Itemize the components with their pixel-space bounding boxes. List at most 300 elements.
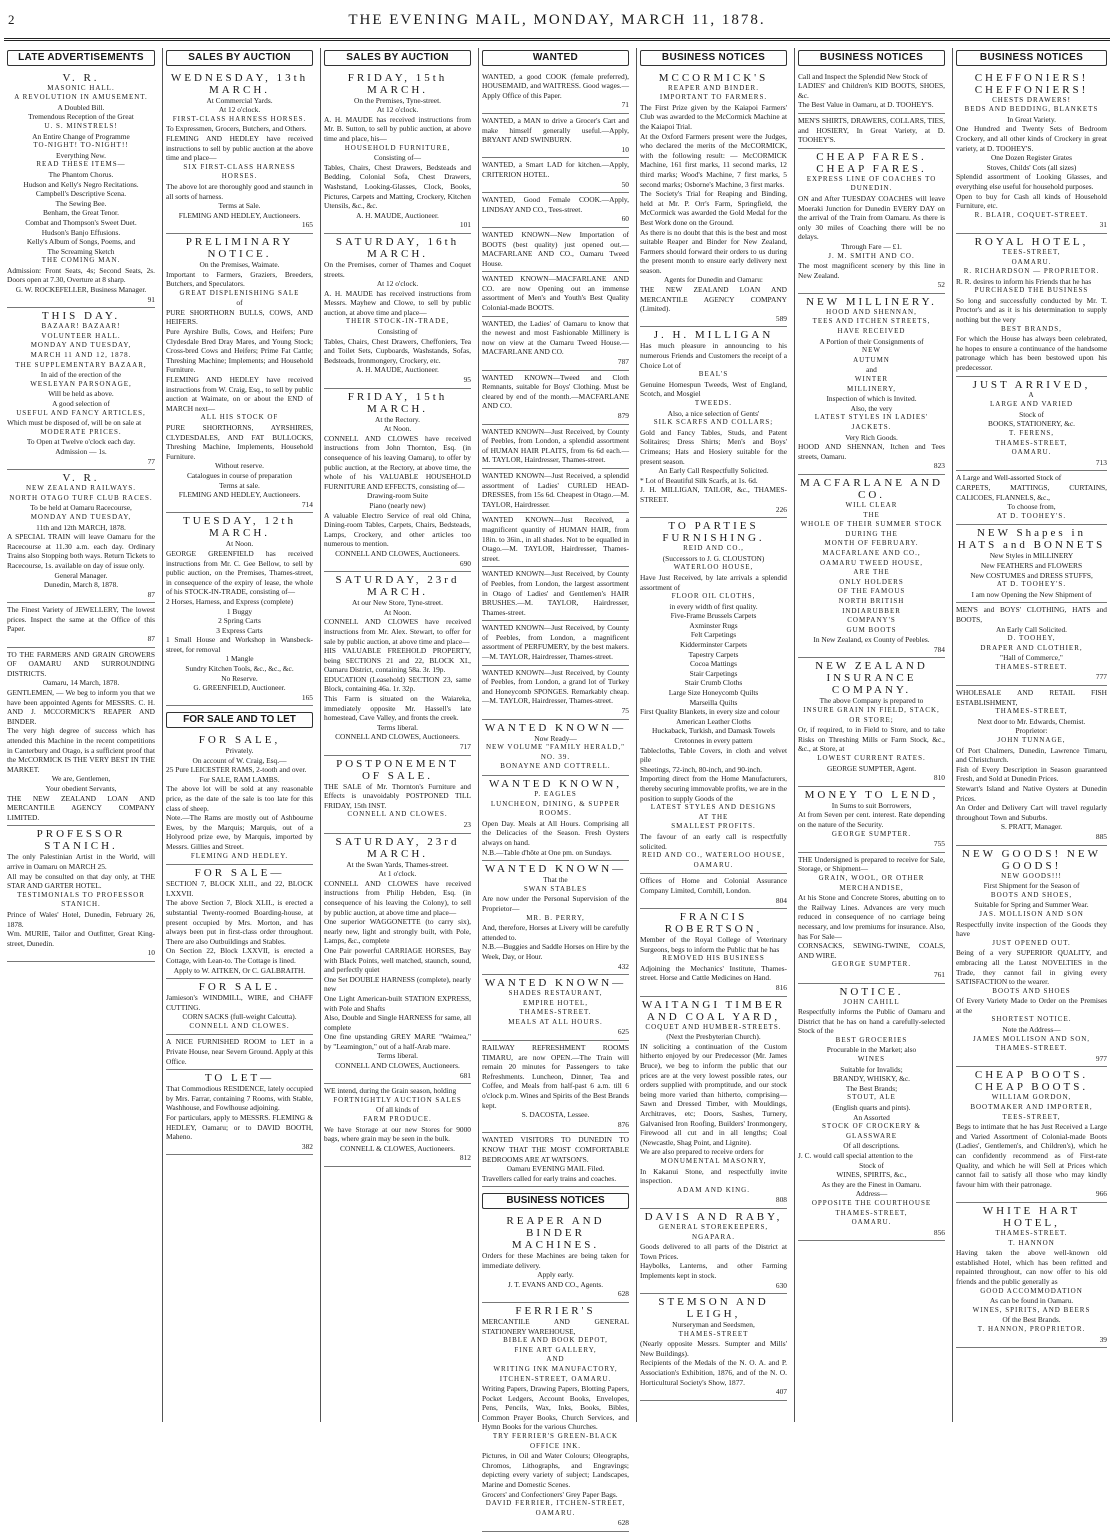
ad-line: Campbell's Descriptive Scena. bbox=[35, 189, 127, 199]
advertisement bbox=[956, 525, 1107, 603]
ad-number: 966 bbox=[1095, 1189, 1107, 1199]
ad-line: WINES bbox=[857, 1055, 886, 1064]
ad-line: BEAL'S bbox=[698, 370, 729, 379]
ad-line: That the bbox=[543, 875, 568, 885]
ad-line: GOOD ACCOMMODATION bbox=[980, 1286, 1083, 1295]
ad-line: Terms liberal. bbox=[377, 1051, 418, 1061]
ad-line: J. C. would call special attention to the bbox=[798, 1151, 913, 1160]
ad-line: A REVOLUTION IN AMUSEMENT. bbox=[14, 93, 148, 102]
advertisement bbox=[324, 756, 471, 834]
ad-line: Being of a very SUPERIOR QUALITY, and embracing all the Latest NOVELTIES in the Trade, they cannot fail in giving every SATISFACTION to the wearer. bbox=[956, 948, 1107, 987]
ad-line: Catalogues in course of preparation bbox=[186, 470, 293, 480]
ad-line: NEW GOODS!!! bbox=[1001, 871, 1062, 880]
ad-line: WILL CLEAR bbox=[845, 500, 898, 509]
ad-heading: FRANCIS ROBERTSON, bbox=[664, 911, 763, 936]
ad-line: AT THE bbox=[698, 812, 729, 821]
ad-number: 713 bbox=[1095, 457, 1107, 467]
ad-number: 23 bbox=[463, 820, 471, 829]
ad-line: Grocers' and Confectioners' Grey Paper Bags. bbox=[482, 1489, 618, 1499]
ad-line: New FEATHERS and FLOWERS bbox=[980, 560, 1083, 570]
ad-line: WINES, SPIRITS, &c., bbox=[836, 1170, 907, 1180]
ad-line: FLEMING AND HEDLEY. bbox=[190, 851, 289, 860]
ad-line: Note.—The Rams are mostly out of Ashbourne Ewes, by the Marquis; Marquis, out of a Holyrood prize ewe, by Marquis, imported by Messrs. Gillies and Street. bbox=[166, 813, 313, 851]
ad-line: Stewart's Island and Native Oysters at Dunedin Prices. bbox=[956, 784, 1107, 803]
ad-line: WINTER bbox=[854, 375, 889, 384]
ad-line: REMOVED HIS BUSINESS bbox=[662, 954, 765, 963]
ad-line: BAZAAR! BAZAAR! bbox=[41, 322, 121, 331]
ad-line: JUST OPENED OUT. bbox=[992, 938, 1071, 947]
ad-line: CONNELL AND CLOWES have received instructions from John Thornton, Esq. (in consequence of his leaving Oamaru), to offer by public auction, at the Rectory, at above time, the whole of his VALUABLE HOUSEHOLD FURNITURE AND EFFECTS, consisting of— bbox=[324, 433, 471, 491]
ad-line: The above Section 7, Block XLII., is erected a substantial Twenty-roomed Boarding-house, at present occupied by Mrs. Morton, and has always been put in first-class order throughout. There are also Outbuildings and Stables. bbox=[166, 898, 313, 946]
ad-line: CONNELL AND CLOWES, Auctioneers. bbox=[335, 732, 460, 742]
ad-line: Felt Carpetings bbox=[690, 630, 737, 640]
advertisement bbox=[482, 720, 629, 776]
ad-line: Your obedient Servants, bbox=[45, 783, 117, 793]
ad-line: Begs to intimate that he has Just Received a Large and Varied Assortment of Colonial-made Boots (Ladies', Gentlemen's, and Children's), which he can confidently recommend as of First-rate Quality, and which he will Sell at Prices which cannot fail to satisfy all those who may kindly favour him with their patronage. bbox=[956, 1122, 1107, 1189]
ad-heading: WE intend, during the Grain season, holding bbox=[324, 1086, 457, 1096]
ad-line: Writing Papers, Drawing Papers, Blotting Papers, Pocket Ledgers, Account Books, Envelopes, Pens, Pencils, Wax, Inks, Books, Bibles, Common Prayer Books, Church Services, and Hymn Books for the various Churches. bbox=[482, 1384, 629, 1432]
ad-line: I am now Opening the New Shipment of bbox=[971, 589, 1092, 599]
ad-line: Will be held as above. bbox=[48, 389, 114, 399]
ad-number: 407 bbox=[775, 1387, 787, 1397]
ad-heading: DAVIS AND RABY, bbox=[644, 1210, 783, 1223]
ad-line: At from Seven per cent. interest. Rate depending on the nature of the Security. bbox=[798, 810, 945, 829]
advertisement bbox=[482, 469, 629, 513]
ad-line: TWEEDS. bbox=[694, 399, 733, 407]
ad-line: Recipients of the Medals of the N. O. A. and P. Association's Exhibition, 1876, and of the N. O. Horticultural Society's Show, 1877. bbox=[640, 1358, 787, 1387]
masthead bbox=[0, 0, 1114, 44]
ad-line: SIX FIRST-CLASS HARNESS HORSES. bbox=[183, 162, 296, 181]
ad-line: One superior WAGGONETTE (to carry six), nearly new, light and strongly built, with Pole, Lamps, &c., complete bbox=[324, 917, 471, 946]
ad-line: Marseilla Quilts bbox=[689, 697, 738, 707]
ad-line: ONLY HOLDERS bbox=[839, 577, 904, 586]
ad-line: Oamaru EVENING MAIL Filed. bbox=[506, 1164, 605, 1174]
ad-line: So long and successfully conducted by Mr. T. Proctor's and as it is his determination to supply nothing but the very bbox=[956, 295, 1107, 325]
ad-line: To be held at Oamaru Racecourse, bbox=[30, 503, 132, 513]
advertisement bbox=[482, 114, 629, 158]
ad-line: Stoves, Childs' Cots (all sizes) bbox=[986, 162, 1077, 172]
ad-line: CARPETS, MATTINGS, CURTAINS, CALICOES, FLANNELS, &c., bbox=[956, 482, 1107, 502]
ad-line: Wm. MURIE, Tailor and Outfitter, Great King-street, Dunedin. bbox=[7, 929, 155, 948]
ad-line: THAMES-STREET. bbox=[519, 1008, 592, 1017]
advertisement bbox=[324, 234, 471, 389]
ad-number: 876 bbox=[617, 1119, 629, 1129]
ad-line: (English quarts and pints). bbox=[832, 1103, 911, 1113]
ad-heading: WANTED KNOWN—Tweed and Cloth Remnants, suitable for Boys' Clothing. Must be cleared by end of the month.—MACFARLANE AND CO. bbox=[482, 372, 629, 411]
ad-line: The most magnificent scenery by this line in New Zealand. bbox=[798, 261, 945, 280]
section-header: BUSINESS NOTICES bbox=[482, 1193, 629, 1209]
ad-line: S. DACOSTA, Lessee. bbox=[521, 1110, 590, 1120]
ad-heading: WANTED KNOWN, bbox=[488, 778, 623, 790]
ad-heading: MACFARLANE AND CO. bbox=[800, 476, 943, 501]
ad-line: MONUMENTAL MASONRY, bbox=[660, 1156, 767, 1165]
ad-line: A SPECIAL TRAIN will leave Oamaru for the Racecourse at 11.30 a.m. each day. Ordinary Trains also Stopping both ways. Return Tickets to Racecourse, 1s. available on day of issue only. bbox=[7, 532, 155, 570]
ad-line: WATERLOO HOUSE, bbox=[673, 563, 754, 572]
ad-line: LATEST STYLES IN LADIES' JACKETS. bbox=[814, 413, 929, 431]
ad-line: T. FERENS, bbox=[1008, 429, 1055, 437]
ad-line: (Successors to J. G. CLOUSTON) bbox=[662, 553, 765, 563]
advertisement bbox=[324, 834, 471, 1085]
ad-line: R. BLAIR, COQUET-STREET. bbox=[974, 210, 1089, 219]
ad-line: NORTH BRITISH bbox=[838, 596, 905, 605]
ad-line: BRANDY, WHISKY, &c. bbox=[833, 1074, 910, 1084]
ad-line: Pure Ayrshire Bulls, Cows, and Heifers; Pure Clydesdale Bred Dray Mares, and Young Stock; Cross-bred Cows and Heifers; Prime Fat Cattle; Threshing Machine; Implements; and Household Furniture. bbox=[166, 327, 313, 375]
ad-line: In Sums to suit Borrowers, bbox=[831, 800, 912, 810]
ad-line: Dunedin, March 8, 1878. bbox=[43, 580, 119, 590]
ad-heading: REAPER AND BINDER MACHINES. bbox=[506, 1214, 605, 1251]
ad-line: 2 Horses, Harness, and Express (complete) bbox=[166, 596, 294, 606]
ad-line: MONDAY AND TUESDAY, bbox=[30, 341, 132, 350]
ad-heading: WANTED KNOWN—MACFARLANE AND CO. are now Opening out an immense assortment of Men's and Youth's Best Quality Colonial-made BOOTS. bbox=[482, 274, 629, 313]
ad-heading: MONEY TO LEND, bbox=[804, 788, 939, 801]
advertisement bbox=[482, 1213, 629, 1303]
ad-line: Tables, Chairs, Chest Drawers, Bedsteads and Bedding, Colonial Sofa, Chest Drawers, Washstand, Looking-Glasses, Clock, Books, Pictures, Carpets and Matting, Crockery, Kitchen Utensils, &c., &c. bbox=[324, 162, 471, 211]
advertisement bbox=[956, 70, 1107, 234]
ad-heading: FOR SALE, bbox=[198, 734, 281, 747]
ad-line: ADAM AND KING. bbox=[677, 1185, 750, 1194]
ad-heading: FRIDAY, 15th MARCH. bbox=[347, 71, 448, 96]
advertisement bbox=[956, 846, 1107, 1068]
ad-line: WRITING INK MANUFACTORY, bbox=[493, 1364, 618, 1373]
ad-line: In aid of the erection of the bbox=[40, 370, 122, 380]
advertisement bbox=[798, 475, 945, 659]
column-2 bbox=[162, 48, 316, 1422]
ad-line: Drawing-room Suite bbox=[367, 491, 428, 501]
ad-line: Admission — 1s. bbox=[55, 446, 107, 456]
ad-line: PURE SHORTHORN BULLS, COWS, AND HEIFERS. bbox=[166, 307, 313, 327]
ad-line: N.B.—Buggies and Saddle Horses on Hire by the Week, Day, or Hour. bbox=[482, 942, 629, 961]
ad-line: FLEMING AND HEDLEY have received instructions to sell by public auction at the above time and place— bbox=[166, 133, 313, 163]
column-6 bbox=[794, 48, 948, 1422]
ad-number: 823 bbox=[933, 461, 945, 471]
advertisement bbox=[7, 308, 155, 470]
masthead-rule bbox=[4, 38, 1110, 41]
advertisement bbox=[956, 471, 1107, 525]
ad-line: Apply early. bbox=[537, 1270, 574, 1280]
ad-line: LOWEST CURRENT RATES. bbox=[817, 754, 926, 763]
ad-line: in every width of first quality. bbox=[669, 601, 758, 611]
advertisement bbox=[482, 371, 629, 425]
ad-line: CORNSACKS, SEWING-TWINE, COALS, AND WIRE. bbox=[798, 941, 945, 960]
advertisement bbox=[166, 979, 313, 1035]
ad-line: NORTH OTAGO TURF CLUB RACES. bbox=[9, 493, 153, 502]
ad-line: CONNELL & CLOWES, Auctioneers. bbox=[340, 1143, 455, 1153]
ad-line: In New Zealand, ex County of Peebles. bbox=[813, 635, 930, 645]
ad-line: Procurable in the Market; also bbox=[826, 1045, 917, 1055]
ad-heading: WEDNESDAY, 13th MARCH. bbox=[170, 71, 309, 96]
ad-line: The very high degree of success which has attended this Machine in the recent competitions in Canterbury and Otago, is a sufficient proof that the McCORMICK IS THE VERY BEST IN THE MARKET. bbox=[7, 726, 155, 774]
advertisement bbox=[640, 1294, 787, 1401]
advertisement bbox=[956, 603, 1107, 686]
ad-heading: WHOLESALE AND RETAIL FISH ESTABLISHMENT, bbox=[956, 688, 1107, 707]
ad-line: COQUET AND HUMBER-STREETS. bbox=[645, 1022, 782, 1031]
ad-line: Goods delivered to all parts of the District at Town Prices. bbox=[640, 1242, 787, 1261]
ad-number: 628 bbox=[617, 1289, 629, 1299]
ad-line: Cocoa Mattings bbox=[689, 659, 737, 669]
ad-heading: STEMSON AND LEIGH, bbox=[658, 1296, 769, 1321]
ad-line: GUM BOOTS bbox=[846, 625, 897, 634]
advertisement bbox=[482, 776, 629, 861]
advertisement bbox=[324, 1084, 471, 1167]
ad-line: GEORGE GREENFIELD has received instructions from Mr. C. Gee Bellow, to sell by public auction, on the Premises, Thames-street, in consequence of the expiry of lease, the whole of his STOCK-IN-TRADE, consisting of— bbox=[166, 548, 313, 597]
ad-line: MONTH OF FEBRUARY. bbox=[824, 539, 919, 548]
advertisement bbox=[482, 567, 629, 621]
ad-line: TRY FERRIER'S GREEN-BLACK OFFICE INK. bbox=[492, 1432, 619, 1450]
ad-heading: WANTED KNOWN—Just Received, by County of Peebles, from London, a magnificent assortment of PERFUMERY, by the best makers.—M. TAYLOR, Hairdresser, Thames-street. bbox=[482, 623, 629, 662]
ad-number: 226 bbox=[775, 504, 787, 514]
ad-line: OF THE FAMOUS bbox=[837, 587, 906, 596]
ad-line: On the Premises, Waimate. bbox=[199, 259, 280, 269]
ad-line: At 12 o'clock. bbox=[376, 279, 419, 289]
advertisement bbox=[166, 1070, 313, 1155]
ad-number: 681 bbox=[459, 1070, 471, 1080]
ad-line: Cretonnes in every pattern bbox=[674, 736, 753, 745]
ad-line: Stock of bbox=[859, 1160, 884, 1170]
ad-line: An Early Call Solicited. bbox=[995, 624, 1068, 634]
advertisement bbox=[166, 732, 313, 865]
ad-line: Also, the very bbox=[850, 403, 893, 413]
ad-number: 165 bbox=[301, 220, 313, 230]
ad-line: Or, if required, to in Field to Store, and to take Risks on Threshing Mills or Farm Stock, &c., &c., at Store, at bbox=[798, 725, 945, 754]
ad-line: Travellers called for early trains and coaches. bbox=[482, 1173, 617, 1183]
ad-line: THE SALE of Mr. Thornton's Furniture and Effects is unavoidably POSTPONED TILL FRIDAY, 15th INST. bbox=[324, 781, 471, 810]
advertisement bbox=[324, 389, 471, 573]
ad-line: New COSTUMES and DRESS STUFFS, bbox=[970, 570, 1093, 580]
ad-line: The Society's Trial for Reaping and Binding, held at Mr. P. Orr's Farm, Springfield, the McCormick was awarded the Gold Medal for the Best Work done on the Ground. bbox=[640, 189, 787, 227]
ad-heading: WANTED KNOWN—Just Received, a magnificent quantity of HUMAN HAIR, from 18in. to 36in., in all shades. Not to be equalled in Otago.—M. TAYLOR, Hairdresser, Thames-street. bbox=[482, 515, 629, 563]
ad-line: Importing direct from the Home Manufacturers, thereby securing immovable profits, we are in the position to supply Goods of the bbox=[640, 774, 787, 803]
ad-line: BOOTS AND SHOES, bbox=[990, 890, 1073, 899]
ad-line: THAMES-STREET, bbox=[995, 707, 1068, 716]
ad-number: 71 bbox=[621, 100, 629, 110]
ad-heading: WANTED, the Ladies' of Oamaru to know that the newest and most Fashionable Millinery is now on view at the Oamaru Tweed House.—MACFARLANE AND CO. bbox=[482, 318, 629, 357]
advertisement bbox=[798, 658, 945, 786]
ad-line: Open to buy for Cash all kinds of Household Furniture, etc. bbox=[956, 191, 1107, 211]
ad-line: ARE THE bbox=[853, 568, 890, 577]
ad-line: JAMES MOLLISON AND SON, THAMES-STREET. bbox=[972, 1034, 1091, 1053]
ad-number: 784 bbox=[933, 644, 945, 654]
ad-line: SECTION 7, BLOCK XLII., and 22, BLOCK LXXVII. bbox=[166, 879, 313, 898]
ad-line: A. H. MAUDE has received instructions from Mr. B. Sutton, to sell by public auction, at above time and place, his— bbox=[324, 114, 471, 143]
ad-heading: V. R. bbox=[62, 472, 100, 485]
ad-line: Oamaru, 14 March, 1878. bbox=[42, 678, 120, 688]
ad-line: At his Stone and Concrete Stores, abutting on to the Railway Lines. Advances are very much reduced in consequence of no carriage being necessary, and low premiums for insurance. Also, has For Sale— bbox=[798, 893, 945, 941]
ad-number: 10 bbox=[147, 948, 155, 958]
ad-heading: WANTED, a good COOK (female preferred), HOUSEMAID, and WAITRESS. Good wages.—Apply Office of this Paper. bbox=[482, 71, 629, 100]
ad-line: HIS VALUABLE FREEHOLD PROPERTY, being SECTIONS 21 and 22, BLOCK XI., Oamaru District, containing 58a. 3r. 19p. bbox=[324, 646, 471, 675]
ad-line: "Hall of Commerce," bbox=[1000, 653, 1063, 663]
ad-line: A. H. MAUDE has received instructions from Messrs. Mayhew and Clowe, to sell by public auction, at above time and place— bbox=[324, 288, 471, 317]
advertisement bbox=[640, 874, 787, 909]
ad-line: Also, a nice selection of Gents' bbox=[667, 408, 760, 418]
ad-line: On the Premises, Tyne-street. bbox=[354, 95, 441, 105]
ad-line: Of Every Variety Made to Order on the Premises at the bbox=[956, 996, 1107, 1015]
advertisement bbox=[7, 70, 155, 309]
ad-number: 787 bbox=[617, 357, 629, 367]
advertisement bbox=[640, 518, 787, 874]
ad-line: Prince of Wales' Hotel, Dunedin, February 26, 1878. bbox=[7, 909, 155, 929]
ad-heading: FOR SALE— bbox=[194, 867, 285, 880]
ad-line: For SALE, RAM LAMBS. bbox=[199, 774, 280, 784]
ad-line: We are also prepared to receive orders for bbox=[640, 1147, 764, 1157]
ad-line: As can be found in Oamaru. bbox=[989, 1296, 1074, 1306]
ad-line: Benham, the Great Tenor. bbox=[43, 208, 119, 218]
ad-line: A. H. MAUDE, Auctioneer. bbox=[356, 365, 439, 375]
ad-line: A valuable Electro Service of real old China, Dining-room Tables, Carpets, Chairs, Bedsteads, Lamps, Crockery, and other articles too numerous to mention. bbox=[324, 510, 471, 549]
ad-line: THE bbox=[863, 510, 880, 519]
ad-line: Piano (nearly new) bbox=[369, 500, 426, 510]
ad-line: NEW VOLUME "FAMILY HERALD," NO. 39. bbox=[485, 743, 626, 761]
ad-number: 808 bbox=[775, 1195, 787, 1205]
ad-line: VOLUNTEER HALL. bbox=[41, 331, 121, 340]
advertisement bbox=[7, 826, 155, 962]
ad-line: This Farm is situated on the Waiareka, immediately opposite Mr. Hassell's late homestead, Cave Valley, and fronts the creek. bbox=[324, 694, 471, 723]
ad-line: JOHN TUNNAGE, bbox=[997, 736, 1066, 745]
advertisement bbox=[798, 787, 945, 853]
ad-line: 25 Pure LEICESTER RAMS, 2-tooth and over. bbox=[166, 765, 307, 775]
ad-line: Member of the Royal College of Veterinary Surgeons, begs to inform the Public that he has bbox=[640, 935, 787, 954]
ad-number: 87 bbox=[147, 634, 155, 644]
ad-line: WINES, SPIRITS, AND BEERS bbox=[972, 1305, 1091, 1314]
ad-number: 50 bbox=[621, 179, 629, 189]
ad-line: Kidderminster Carpets bbox=[679, 640, 748, 650]
ad-line: Terms liberal. bbox=[377, 722, 418, 732]
advertisement bbox=[482, 666, 629, 720]
ad-heading: FRIDAY, 15th MARCH. bbox=[347, 390, 448, 415]
ad-heading: The Finest Variety of JEWELLERY, The lowest prices. Inspect the same at the Office of this Paper. bbox=[7, 605, 155, 634]
ad-line: Combat and Thompson's Sweet Duet. bbox=[25, 217, 137, 227]
ad-line: TEES AND ITCHEN STREETS, bbox=[812, 317, 931, 326]
ad-line: J. H. MILLIGAN, TAILOR, &c., THAMES-STREET. bbox=[640, 485, 787, 504]
advertisement bbox=[798, 114, 945, 149]
ad-line: Of Port Chalmers, Dunedin, Lawrence Timaru, and Christchurch. bbox=[956, 745, 1107, 765]
advertisement bbox=[956, 377, 1107, 472]
ad-line: PURE SHORTHORNS, AYRSHIRES, CLYDESDALES, AND FAT BULLOCKS, Threshing Machine, Implements, Household Furniture. bbox=[166, 423, 313, 461]
ad-line: CHESTS DRAWERS! bbox=[992, 95, 1071, 104]
advertisement bbox=[482, 158, 629, 193]
ad-heading: PROFESSOR STANICH. bbox=[36, 828, 126, 853]
ad-line: P. EAGLES bbox=[534, 790, 577, 798]
advertisement bbox=[482, 975, 629, 1041]
column-header: BUSINESS NOTICES bbox=[956, 50, 1107, 66]
advertisement bbox=[324, 70, 471, 234]
ad-line: ON and After TUESDAY COACHES will leave Moeraki Junction for Dunedin EVERY DAY on the arrival of the Train from Oamaru. As there is only 30 miles of Coaching there will be no delays. bbox=[798, 193, 945, 242]
ad-line: On account of W. Craig, Esq.— bbox=[192, 755, 287, 765]
ad-line: THEIR STOCK-IN-TRADE, bbox=[345, 317, 450, 326]
ad-number: 625 bbox=[617, 1027, 629, 1037]
ad-line: Of the Best Brands. bbox=[1002, 1315, 1061, 1325]
advertisement bbox=[482, 70, 629, 114]
column-7 bbox=[952, 48, 1110, 1422]
ad-line: On Section 22, Block LXXVII, is erected a Cottage, with Lean-to. The Cottage is lined. bbox=[166, 946, 313, 965]
ad-line: DRAPER AND CLOTHIER, bbox=[980, 643, 1083, 652]
ad-heading: WANTED, a Smart LAD for kitchen.—Apply, CRITERION HOTEL. bbox=[482, 160, 629, 179]
advertisement bbox=[482, 425, 629, 469]
ad-line: Hudson's Banjo Effusions. bbox=[41, 227, 121, 237]
ad-line: One Light American-built STATION EXPRESS, with Pole and Shafts bbox=[324, 993, 471, 1013]
ad-line: One Dozen Register Grates bbox=[990, 153, 1073, 163]
ad-line: The First Prize given by the Kaiapoi Farmers' Club was awarded to the McCormick Machine at the Kaiapoi Trial. bbox=[640, 102, 787, 131]
ad-line: The Best Value in Oamaru, at D. TOOHEY'S. bbox=[798, 100, 934, 110]
ad-line: THE COMING MAN. bbox=[41, 256, 121, 265]
ad-line: The above lot will be sold at any reasonable price, as the date of the sale is too late for this class of sheep. bbox=[166, 784, 313, 813]
ad-line: CORN SACKS (full-weight Calcutta). bbox=[182, 1012, 297, 1022]
ad-line: At 12 o'clock. bbox=[218, 105, 261, 115]
ad-line: The Best Brands; bbox=[845, 1083, 898, 1093]
ad-line: GENTLEMEN, — We beg to inform you that we have been appointed Agents for MESSRS. C. H. AND J. MCCORMICK'S REAPER AND BINDER. bbox=[7, 688, 155, 726]
advertisement bbox=[166, 513, 313, 706]
ad-line: LARGE AND VARIED bbox=[989, 400, 1074, 409]
ad-line: As they are the Finest in Oamaru. bbox=[821, 1179, 922, 1189]
ad-line: Address— bbox=[855, 1189, 888, 1199]
ad-number: 87 bbox=[147, 589, 155, 599]
ad-line: In Great Variety. bbox=[1007, 114, 1056, 124]
advertisement bbox=[7, 648, 155, 827]
advertisement bbox=[798, 70, 945, 114]
ad-line: J. M. SMITH AND CO. bbox=[828, 251, 915, 260]
ad-heading: NEW ZEALAND INSURANCE COMPANY. bbox=[815, 660, 928, 697]
ad-heading: WANTED VISITORS TO DUNEDIN TO KNOW THAT THE MOST COMFORTABLE BEDROOMS ARE AT WATSON'S. bbox=[482, 1135, 629, 1164]
ad-line: General Manager. bbox=[54, 570, 108, 580]
ad-line: At Noon. bbox=[383, 424, 412, 434]
ad-line: 1 Small House and Workshop in Wansbeck-street, for removal bbox=[166, 635, 313, 654]
ad-number: 777 bbox=[1095, 672, 1107, 682]
advertisement bbox=[482, 1041, 629, 1133]
advertisement bbox=[482, 317, 629, 371]
ad-line: Tremendous Reception of the Great bbox=[28, 112, 134, 122]
ad-line: Also, Double and Single HARNESS for same, all complete bbox=[324, 1013, 471, 1032]
advertisement bbox=[7, 603, 155, 647]
ad-line: Huckaback, Turkish, and Damask Towels bbox=[652, 726, 775, 736]
ad-line: Jamieson's WINDMILL, WIRE, and CHAFF CUTTING. bbox=[166, 993, 313, 1012]
ad-line: The favour of an early call is respectfully solicited. bbox=[640, 831, 787, 851]
ad-line: PURCHASED THE BUSINESS bbox=[974, 286, 1089, 295]
ad-line: First Quality Blankets, in every size and colour bbox=[640, 707, 780, 717]
ad-line: A. H. MAUDE, Auctioneer. bbox=[356, 210, 439, 220]
advertisement bbox=[956, 234, 1107, 377]
ad-line: EDUCATION (Leasehold) SECTION 23, same Block, containing 46a. 1r. 32p. bbox=[324, 674, 471, 694]
ad-line: MONDAY AND TUESDAY, bbox=[30, 512, 132, 521]
ad-line: G. W. ROCKEFELLER, Business Manager. bbox=[15, 285, 147, 295]
ad-line: Tables, Chairs, Chest Drawers, Cheffoniers, Tea and Toilet Sets, Cupboards, Washstands, Sofas, Bedsteads, Ironmongery, Crockery, etc. bbox=[324, 336, 471, 365]
column-header: BUSINESS NOTICES bbox=[640, 50, 787, 66]
advertisement bbox=[482, 621, 629, 665]
ad-line: Sheetings, 72-inch, 80-inch, and 90-inch. bbox=[640, 764, 762, 774]
ad-line: SILK SCARFS AND COLLARS; bbox=[653, 418, 774, 427]
ad-number: 761 bbox=[933, 969, 945, 979]
ad-line: JOHN CAHILL bbox=[843, 997, 900, 1006]
ad-heading: TUESDAY, 12th MARCH. bbox=[183, 515, 296, 540]
ad-line: Fish of Every Description in Season guaranteed Fresh, and Sold at Dunedin Prices. bbox=[956, 764, 1107, 784]
ad-line: The above lot are thoroughly good and staunch in all sorts of harness. bbox=[166, 181, 313, 201]
ad-line: REID AND CO., WATERLOO HOUSE, OAMARU. bbox=[641, 851, 785, 869]
advertisement bbox=[640, 997, 787, 1209]
column-header: SALES BY AUCTION bbox=[324, 50, 471, 66]
ad-line: (Next the Presbyterian Church). bbox=[666, 1032, 761, 1042]
advertisement bbox=[482, 193, 629, 228]
ad-line: THAMES-STREET, bbox=[835, 1208, 908, 1217]
ad-heading: WANTED KNOWN—New Importation of BOOTS (best quality) just opened out.—MACFARLANE AND CO., Oamaru Tweed House. bbox=[482, 229, 629, 268]
ad-line: All may be consulted on that day only, at THE STAR AND GARTER HOTEL. bbox=[7, 871, 155, 891]
ad-line: At 1 o'clock. bbox=[378, 869, 417, 879]
ad-line: At the Swan Yards, Thames-street. bbox=[346, 859, 449, 869]
advertisement bbox=[166, 1035, 313, 1070]
advertisement bbox=[798, 853, 945, 984]
ad-line: EXPRESS LINE OF COACHES TO DUNEDIN. bbox=[806, 174, 937, 193]
ad-number: 52 bbox=[937, 280, 945, 290]
ad-line: LUNCHEON, DINING, & SUPPER ROOMS. bbox=[490, 799, 621, 818]
ad-number: 39 bbox=[1099, 1334, 1107, 1344]
